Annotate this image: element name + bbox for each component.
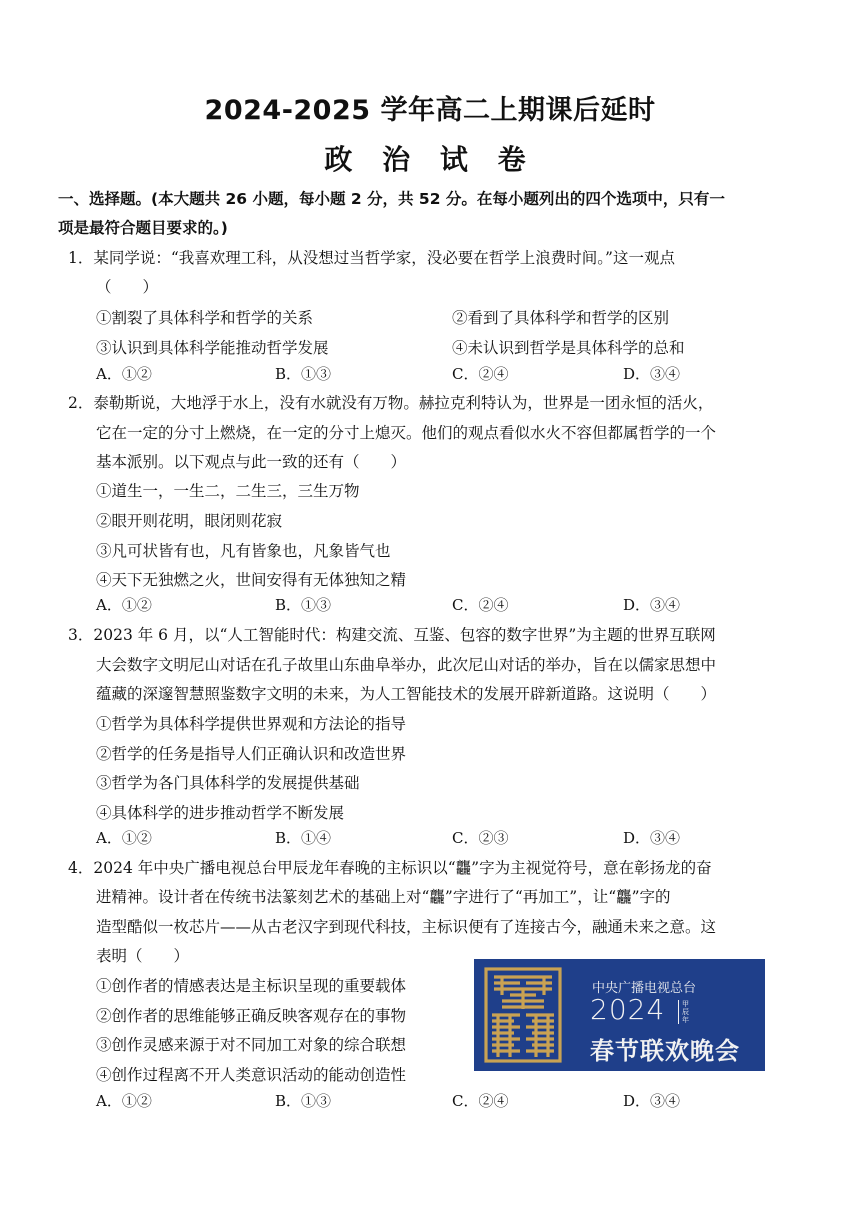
- question-2-option-b: B．①③: [275, 596, 332, 614]
- section-instruction-line2: 项是最符合题目要求的。): [58, 219, 228, 237]
- question-4-item-2: ②创作者的思维能够正确反映客观存在的事物: [96, 1007, 407, 1025]
- question-3-option-b: B．①④: [275, 829, 332, 847]
- question-1-option-a: A．①②: [96, 365, 152, 383]
- question-3-stem-line2: 大会数字文明尼山对话在孔子故里山东曲阜举办，此次尼山对话的举办，旨在以儒家思想中: [96, 656, 717, 674]
- question-1-item-4: ④未认识到哲学是具体科学的总和: [452, 339, 685, 357]
- question-3-option-c: C．②③: [452, 829, 509, 847]
- question-4-item-1: ①创作者的情感表达是主标识呈现的重要载体: [96, 977, 407, 995]
- question-2-item-1: ①道生一，一生二，二生三，三生万物: [96, 482, 360, 500]
- question-3-item-1: ①哲学为具体科学提供世界观和方法论的指导: [96, 715, 407, 733]
- question-2-item-3: ③凡可状皆有也，凡有皆象也，凡象皆气也: [96, 542, 391, 560]
- question-3-stem-line1: 3．2023 年 6 月，以“人工智能时代：构建交流、互鉴、包容的数字世界”为主题的世界互联网: [68, 626, 716, 644]
- question-3-stem-line3: 蕴藏的深邃智慧照鉴数字文明的未来，为人工智能技术的发展开辟新道路。这说明（ ）: [96, 685, 717, 703]
- question-2-option-c: C．②④: [452, 596, 509, 614]
- question-1-option-b: B．①③: [275, 365, 332, 383]
- gala-logo-broadcaster: 中央广播电视总台: [592, 981, 697, 996]
- exam-title: 2024-2025 学年高二上期课后延时: [204, 95, 656, 126]
- question-3-item-2: ②哲学的任务是指导人们正确认识和改造世界: [96, 745, 407, 763]
- question-4-option-b: B．①③: [275, 1092, 332, 1110]
- gala-logo-small-text: 甲辰年: [678, 1000, 692, 1024]
- question-4-option-c: C．②④: [452, 1092, 509, 1110]
- spring-gala-logo-image: [474, 959, 765, 1071]
- question-4-stem-line2: 进精神。设计者在传统书法篆刻艺术的基础上对“龘”字进行了“再加工”，让“龘”字的: [96, 888, 671, 906]
- question-1-option-c: C．②④: [452, 365, 509, 383]
- exam-subject: 政 治 试 卷: [324, 143, 536, 176]
- question-3-item-3: ③哲学为各门具体科学的发展提供基础: [96, 774, 360, 792]
- question-1-item-2: ②看到了具体科学和哲学的区别: [452, 309, 670, 327]
- question-4-option-a: A．①②: [96, 1092, 152, 1110]
- question-2-item-4: ④天下无独燃之火，世间安得有无体独知之精: [96, 571, 407, 589]
- question-1-stem-line1: 1．某同学说：“我喜欢理工科，从没想过当哲学家，没必要在哲学上浪费时间。”这一观点: [68, 249, 675, 267]
- question-4-option-d: D．③④: [623, 1092, 681, 1110]
- question-1-item-1: ①割裂了具体科学和哲学的关系: [96, 309, 314, 327]
- question-2-item-2: ②眼开则花明，眼闭则花寂: [96, 512, 283, 530]
- question-4-stem-line1: 4．2024 年中央广播电视总台甲辰龙年春晚的主标识以“龘”字为主视觉符号，意在彰扬龙的奋: [68, 859, 712, 877]
- gala-logo-year: 2024: [590, 993, 666, 1026]
- long-character-seal-icon: [480, 965, 566, 1065]
- question-3-item-4: ④具体科学的进步推动哲学不断发展: [96, 804, 345, 822]
- question-3-option-a: A．①②: [96, 829, 152, 847]
- question-1-item-3: ③认识到具体科学能推动哲学发展: [96, 339, 329, 357]
- section-instruction-line1: 一、选择题。(本大题共 26 小题，每小题 2 分，共 52 分。在每小题列出的四个选项中，只有一: [58, 190, 725, 208]
- question-4-item-4: ④创作过程离不开人类意识活动的能动创造性: [96, 1066, 407, 1084]
- question-4-stem-line4: 表明（ ）: [96, 947, 190, 965]
- question-4-stem-line3: 造型酷似一枚芯片——从古老汉字到现代科技，主标识便有了连接古今，融通未来之意。这: [96, 918, 717, 936]
- question-2-stem-line2: 它在一定的分寸上燃烧，在一定的分寸上熄灭。他们的观点看似水火不容但都属哲学的一个: [96, 424, 717, 442]
- gala-logo-title: 春节联欢晚会: [590, 1037, 740, 1065]
- question-1-stem-line2: （ ）: [96, 278, 159, 296]
- question-2-stem-line3: 基本派别。以下观点与此一致的还有（ ）: [96, 453, 407, 471]
- question-4-item-3: ③创作灵感来源于对不同加工对象的综合联想: [96, 1036, 407, 1054]
- question-3-option-d: D．③④: [623, 829, 681, 847]
- question-1-option-d: D．③④: [623, 365, 681, 383]
- question-2-option-d: D．③④: [623, 596, 681, 614]
- question-2-option-a: A．①②: [96, 596, 152, 614]
- question-2-stem-line1: 2．泰勒斯说，大地浮于水上，没有水就没有万物。赫拉克利特认为，世界是一团永恒的活火，: [68, 394, 714, 412]
